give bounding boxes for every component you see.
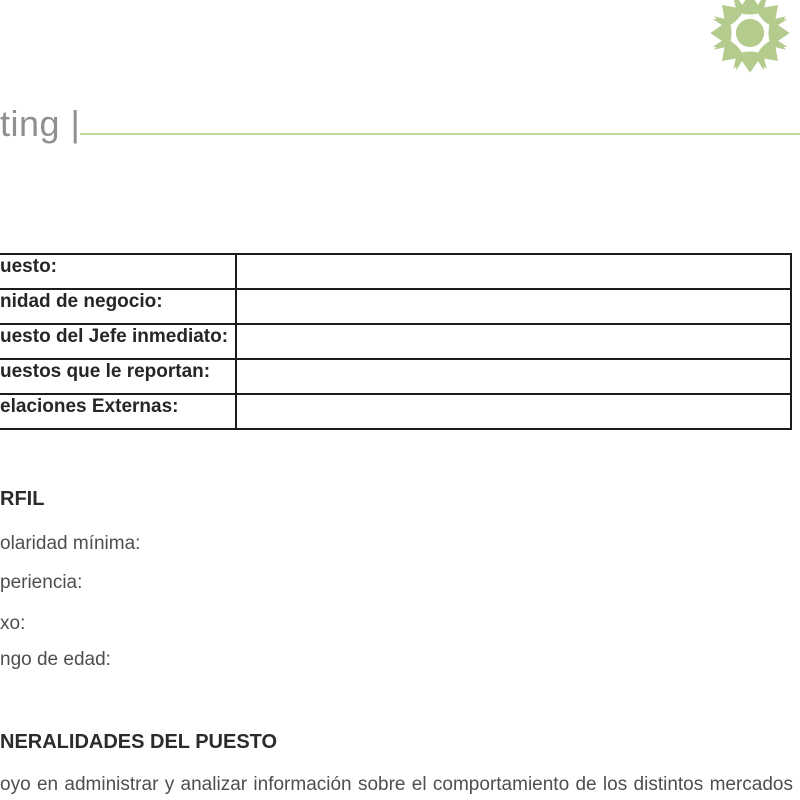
- job-info-table: [0, 253, 792, 430]
- row-value-cell[interactable]: [236, 254, 791, 289]
- profile-item-label: ngo de edad:: [0, 649, 111, 670]
- row-value-cell[interactable]: [236, 394, 791, 429]
- row-label-cell: uesto del Jefe inmediato:: [0, 324, 236, 359]
- header-divider-line: [80, 133, 800, 135]
- profile-item-label: olaridad mínima:: [0, 533, 141, 554]
- row-value-cell[interactable]: [236, 324, 791, 359]
- generalities-section-title: NERALIDADES DEL PUESTO: [0, 731, 278, 753]
- logo-center-circle: [736, 19, 764, 47]
- profile-section-title: RFIL: [0, 488, 45, 510]
- table-row: [0, 289, 791, 324]
- generalities-paragraph: oyo en administrar y analizar información sobre el comportamiento de los distintos mercados: [0, 774, 793, 795]
- row-label-cell: uesto:: [0, 254, 236, 289]
- table-row: [0, 324, 791, 359]
- profile-item-label: periencia:: [0, 572, 83, 593]
- row-label-cell: elaciones Externas:: [0, 394, 236, 429]
- table-row: [0, 359, 791, 394]
- table-row: [0, 254, 791, 289]
- profile-item-label: xo:: [0, 613, 26, 634]
- row-label-cell: nidad de negocio:: [0, 289, 236, 324]
- header-title-fragment: ting |: [0, 103, 81, 144]
- row-label-cell: uestos que le reportan:: [0, 359, 236, 394]
- gear-logo-icon: [706, 0, 794, 77]
- row-value-cell[interactable]: [236, 289, 791, 324]
- table-row: [0, 394, 791, 429]
- row-value-cell[interactable]: [236, 359, 791, 394]
